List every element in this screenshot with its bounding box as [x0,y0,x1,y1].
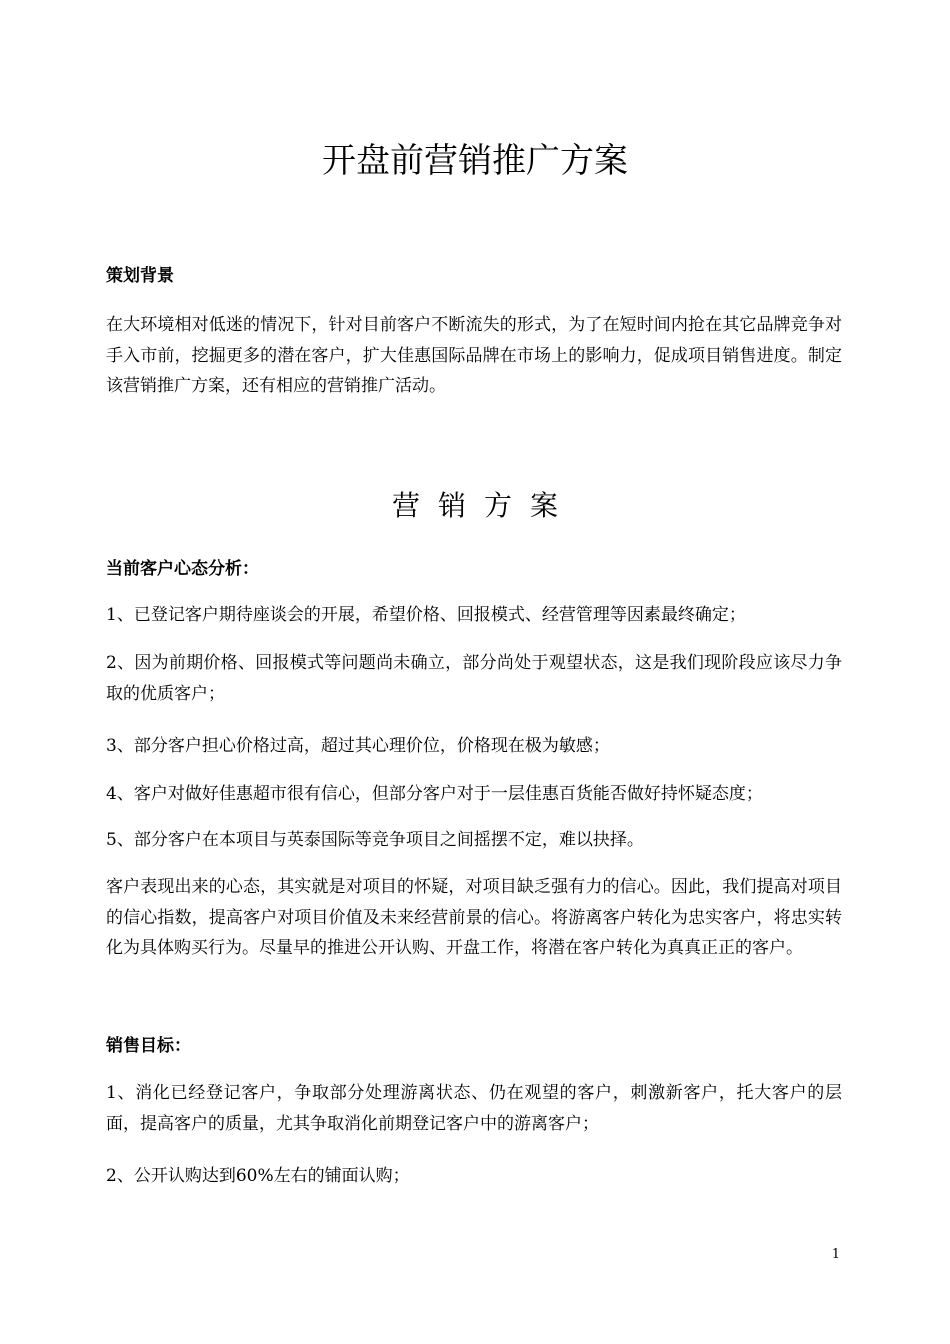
analysis-item-2: 2、因为前期价格、回报模式等问题尚未确立，部分尚处于观望状态，这是我们现阶段应该尽力争取的优质客户； [106,653,842,704]
background-heading: 策划背景 [106,266,174,286]
sales-goal-item-2: 2、公开认购达到60%左右的铺面认购； [106,1166,410,1186]
analysis-item-1: 1、已登记客户期待座谈会的开展，希望价格、回报模式、经营管理等因素最终确定； [106,605,746,625]
section-title: 营销方案 [391,489,576,522]
background-paragraph: 在大环境相对低迷的情况下，针对目前客户不断流失的形式，为了在短时间内抢在其它品牌竞争对手入市前，挖掘更多的潜在客户，扩大佳惠国际品牌在市场上的影响力，促成项目销售进度。制定该营销推广方案，还有相应的营销推广活动。 [106,315,842,396]
page-number: 1 [831,1247,840,1262]
sales-goal-item-1: 1、消化已经登记客户，争取部分处理游离状态、仍在观望的客户，刺激新客户，托大客户的层面，提高客户的质量，尤其争取消化前期登记客户中的游离客户； [106,1083,842,1134]
analysis-item-3: 3、部分客户担心价格过高，超过其心理价位，价格现在极为敏感； [106,736,610,756]
sales-goal-heading: 销售目标： [106,1036,191,1056]
analysis-summary: 客户表现出来的心态，其实就是对项目的怀疑，对项目缺乏强有力的信心。因此，我们提高对项目的信心指数，提高客户对项目价值及未来经营前景的信心。将游离客户转化为忠实客户，将忠实转化为具体购买行为。尽量早的推进公开认购、开盘工作，将潜在客户转化为真真正正的客户。 [106,877,842,958]
analysis-item-5: 5、部分客户在本项目与英泰国际等竞争项目之间摇摆不定，难以抉择。 [106,830,644,850]
analysis-item-4: 4、客户对做好佳惠超市很有信心，但部分客户对于一层佳惠百货能否做好持怀疑态度； [106,784,763,804]
document-title: 开盘前营销推广方案 [322,141,628,181]
analysis-heading: 当前客户心态分析： [106,559,259,579]
